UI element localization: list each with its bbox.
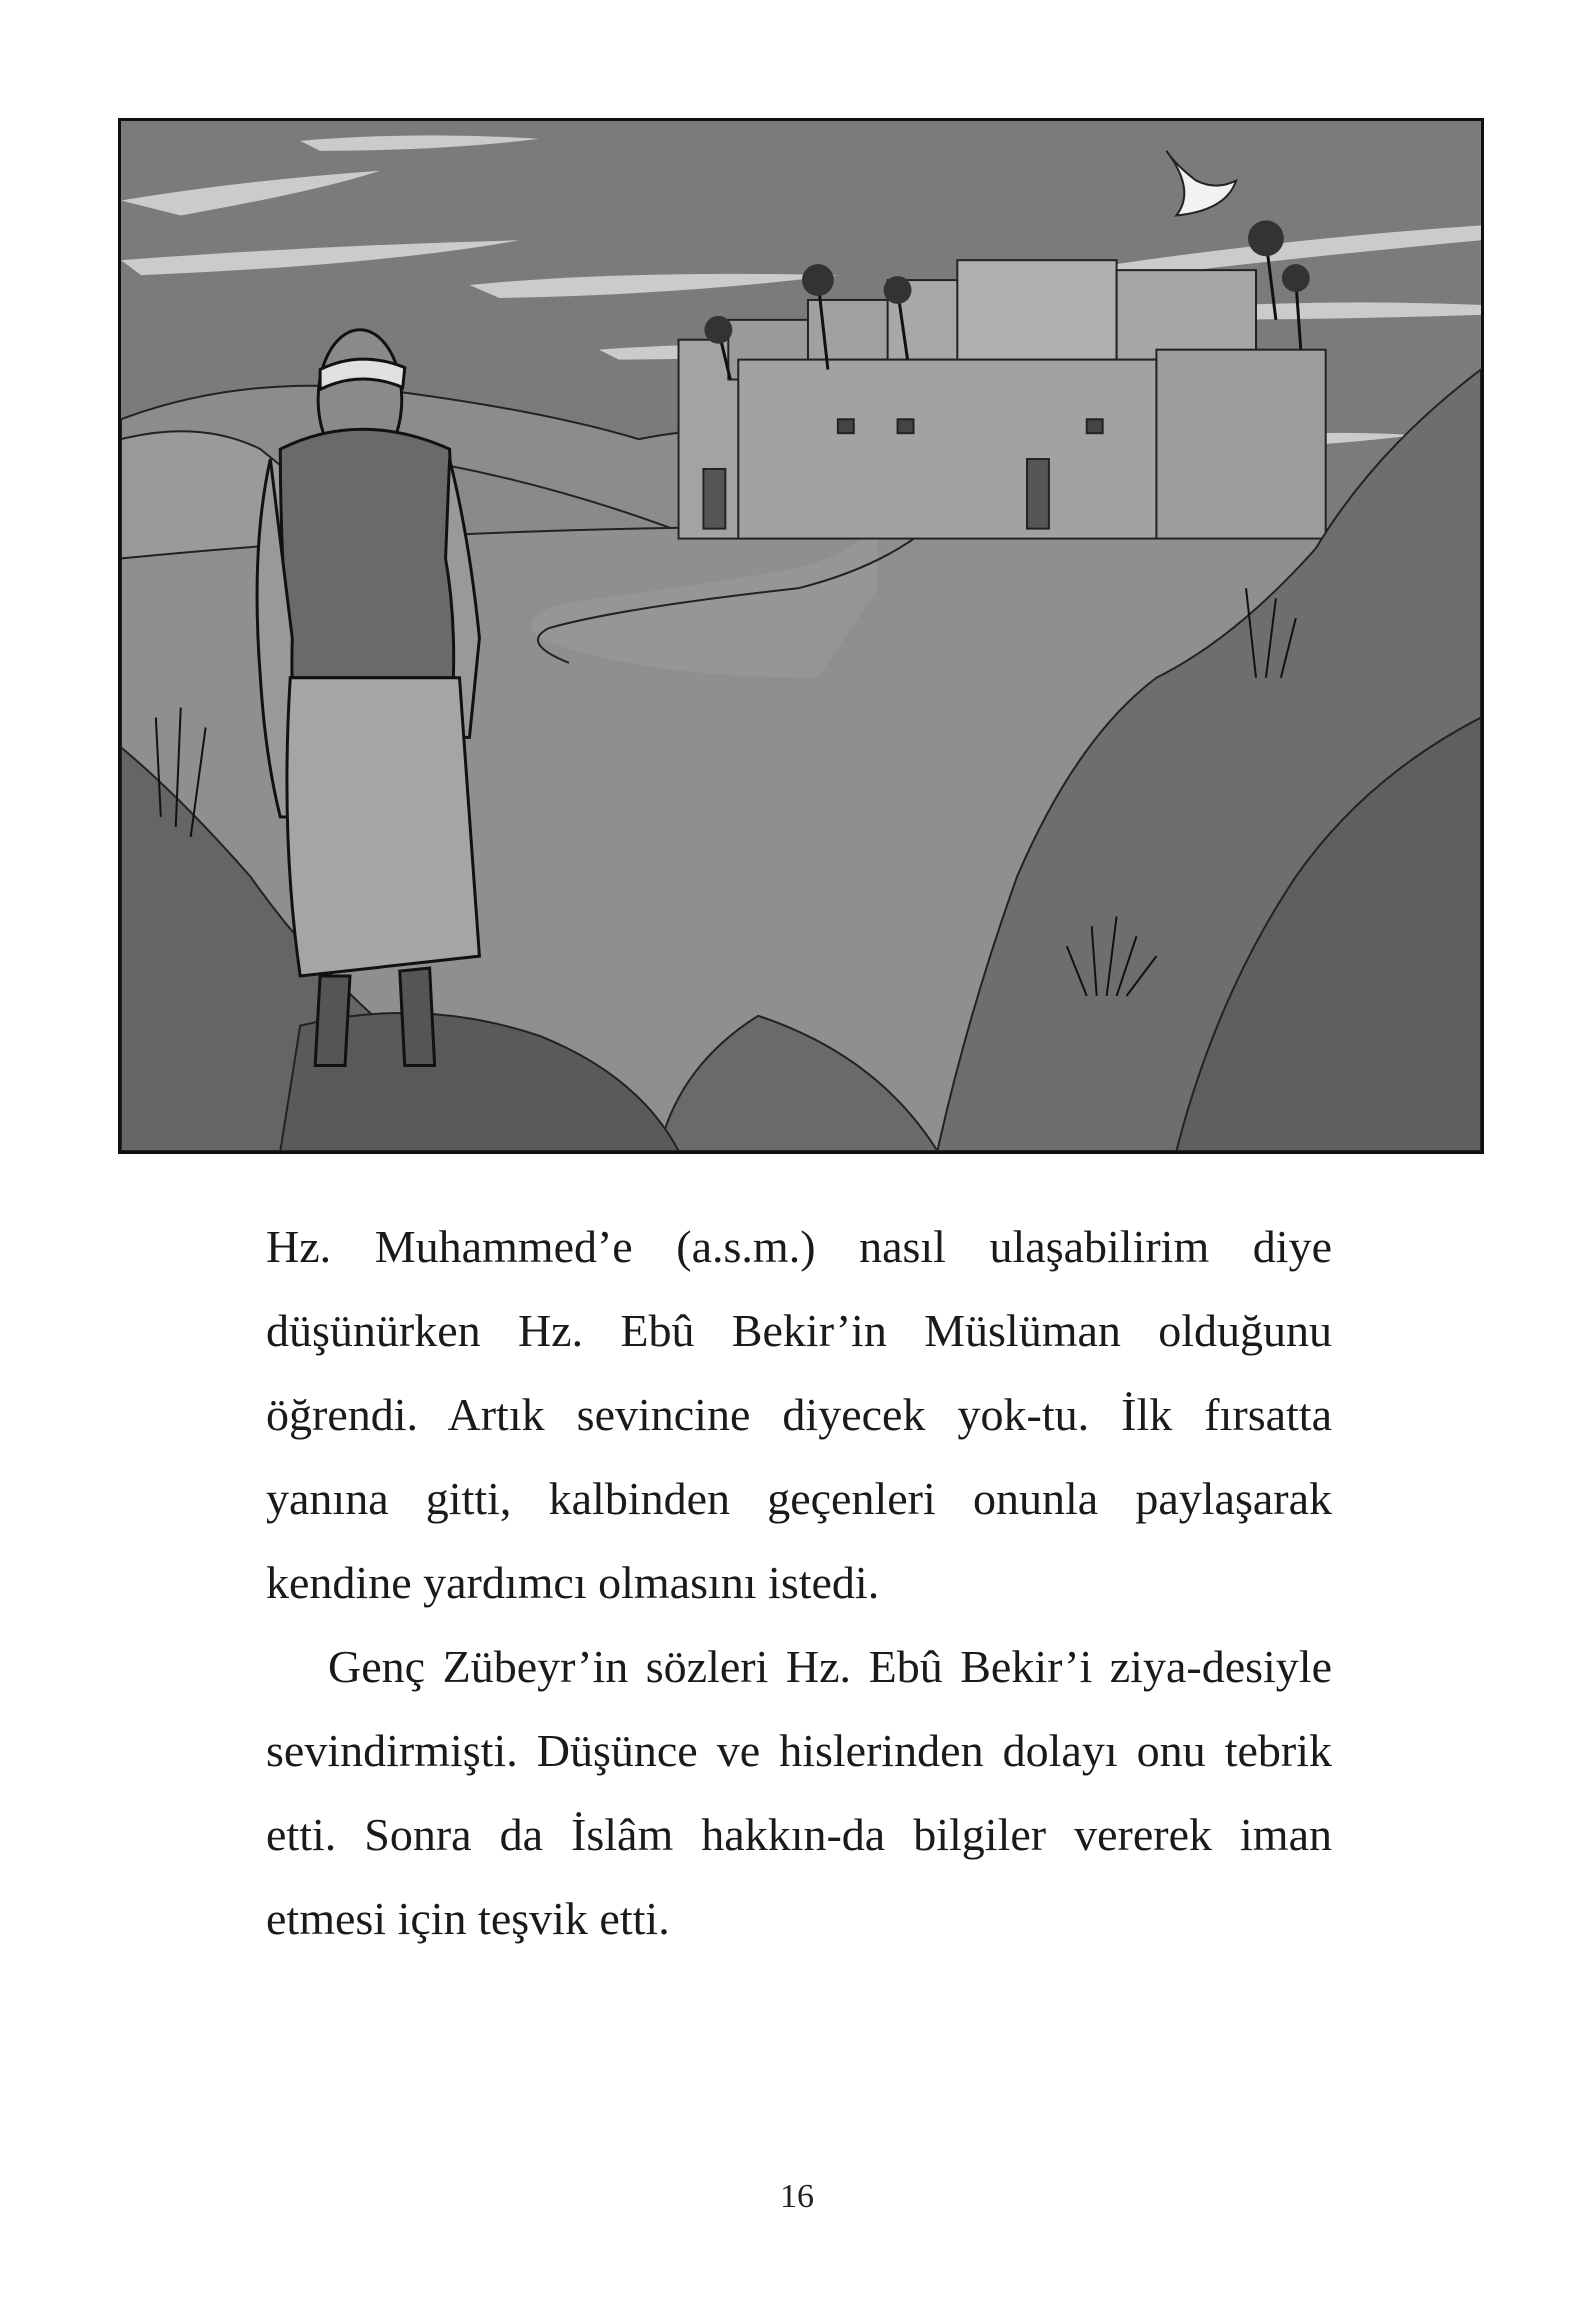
story-illustration (118, 118, 1484, 1154)
story-text (266, 1205, 1332, 1961)
page-number: 16 (780, 2178, 814, 2215)
paragraph-2: Genç Zübeyr’in sözleri Hz. Ebû Bekir’i ziya-desiyle sevindirmişti. Düşünce ve hislerinden dolayı onu tebrik etti. Sonra da İslâm hakkın-da bilgiler vererek iman etmesi için teşvik etti. (266, 1641, 1332, 1944)
paragraph-1: Hz. Muhammed’e (a.s.m.) nasıl ulaşabilirim diye düşünürken Hz. Ebû Bekir’in Müslüman olduğunu öğrendi. Artık sevincine diyecek yok-tu. İlk fırsatta yanına gitti, kalbinden geçenleri onunla paylaşarak kendine yardımcı olmasını istedi. (266, 1221, 1332, 1608)
night-desert-scene-image (121, 121, 1481, 1151)
